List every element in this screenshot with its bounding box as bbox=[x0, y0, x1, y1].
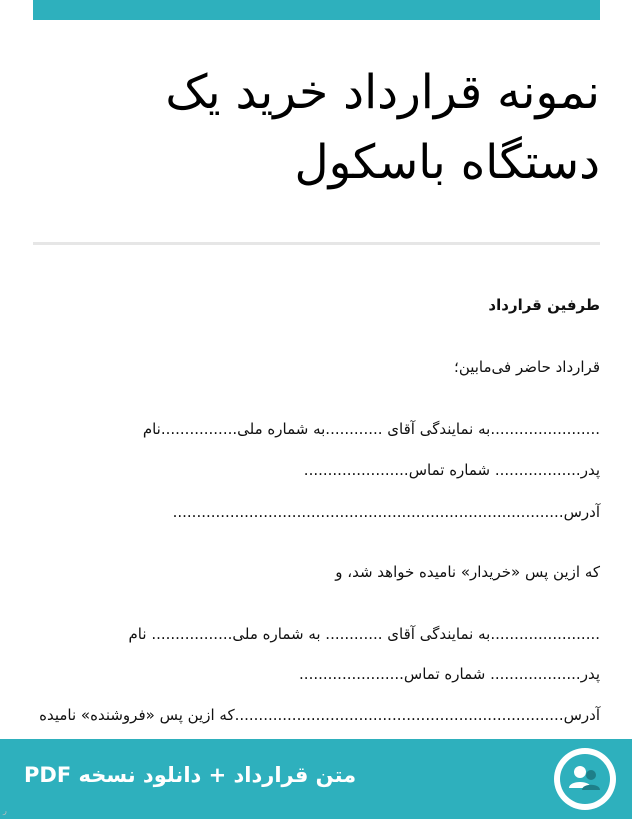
intro-text: قرارداد حاضر فی‌مابین؛ bbox=[454, 358, 600, 376]
buyer-note: که ازین پس «خریدار» نامیده خواهد شد، و bbox=[335, 563, 600, 581]
title-divider bbox=[33, 242, 600, 245]
party2-line-1: .......................به نمایندگی آقای ............ به شماره ملی................. نام bbox=[128, 625, 600, 643]
page-title bbox=[33, 58, 600, 198]
title-line-1: نمونه قرارداد خرید یک bbox=[165, 65, 600, 120]
party1-line-3: آدرس.................................................................................. bbox=[172, 503, 600, 521]
party1-line-1: .......................به نمایندگی آقای ............به شماره ملی................نام bbox=[142, 420, 600, 438]
title-line-2: دستگاه باسکول bbox=[294, 135, 600, 190]
party2-line-2: پدر................... شماره تماس...................... bbox=[299, 665, 600, 683]
section-heading: طرفین قرارداد bbox=[488, 296, 600, 314]
party2-line-3: آدرس.....................................................................که ازین پس «فروشنده» نامیده bbox=[39, 706, 600, 724]
download-banner[interactable] bbox=[0, 739, 632, 819]
party1-line-2: پدر.................. شماره تماس...................... bbox=[303, 461, 600, 479]
people-icon bbox=[554, 748, 616, 810]
top-accent-bar bbox=[33, 0, 600, 20]
corner-mark: ر bbox=[3, 806, 7, 815]
download-cta-text[interactable]: متن قرارداد + دانلود نسخه PDF bbox=[24, 763, 357, 787]
